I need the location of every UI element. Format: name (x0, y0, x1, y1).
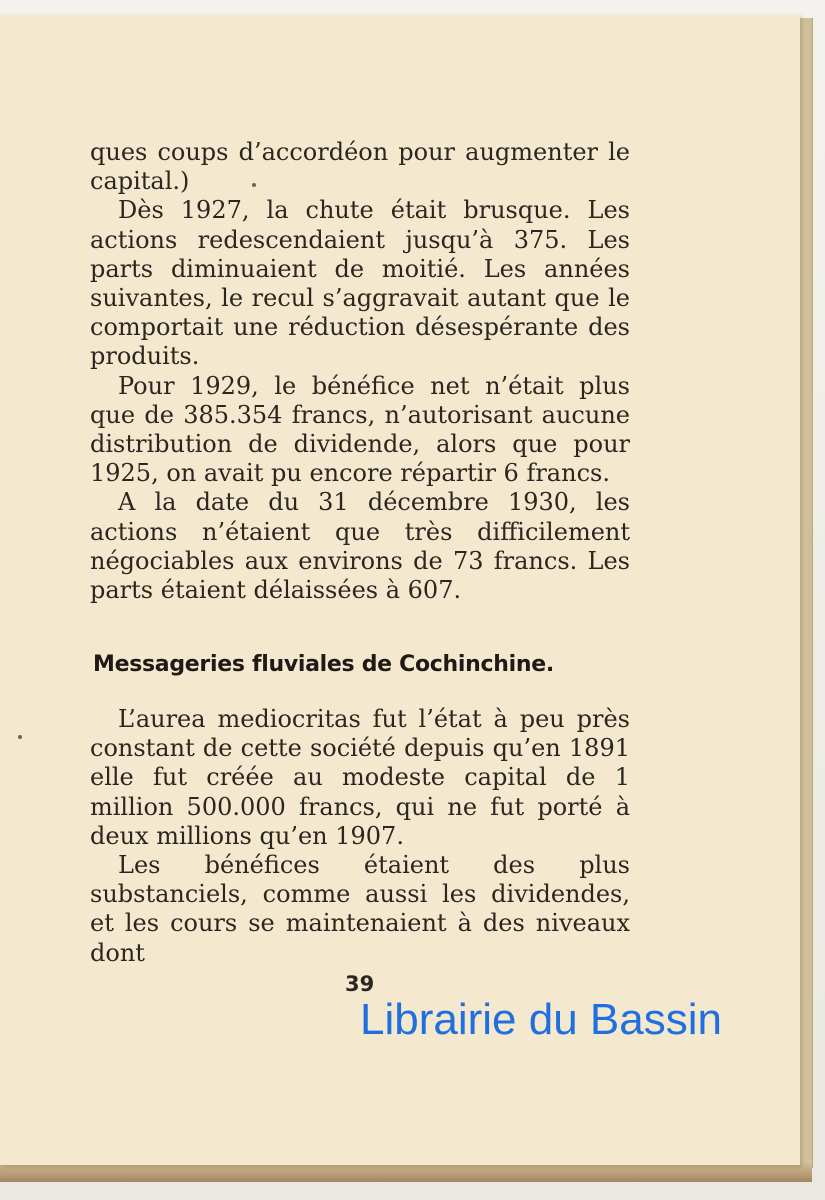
paragraph: L’aurea mediocritas fut l’état à peu près constant de cette société depuis qu’en 1891 elle fut créée au modeste capital de 1 million 500.000 francs, qui ne fut porté à deux millions qu’en 1907. (90, 705, 630, 850)
section-heading: Messageries fluviales de Cochinchine. (93, 652, 554, 677)
body-text-top (90, 138, 630, 605)
paragraph-continuation: ques coups d’accordéon pour augmenter le capital.) (90, 138, 630, 196)
watermark-text: Librairie du Bassin (360, 995, 722, 1044)
paragraph: Les bénéfices étaient des plus substanciels, comme aussi les dividendes, et les cours se maintenaient à des niveaux dont (90, 851, 630, 967)
paper-speck (18, 735, 22, 739)
page-number: 39 (345, 972, 375, 996)
paragraph: A la date du 31 décembre 1930, les actions n’étaient que très difficilement négociables aux environs de 73 francs. Les parts étaient délaissées à 607. (90, 488, 630, 605)
paragraph: Pour 1929, le bénéfice net n’était plus que de 385.354 francs, n’autorisant aucune distribution de dividende, alors que pour 1925, on avait pu encore répartir 6 francs. (90, 371, 630, 488)
body-text-bottom (90, 705, 630, 968)
paragraph: Dès 1927, la chute était brusque. Les actions redescendaient jusqu’à 375. Les parts diminuaient de moitié. Les années suivantes, le recul s’aggravait autant que le comportait une réduction désespérante des produits. (90, 196, 630, 371)
